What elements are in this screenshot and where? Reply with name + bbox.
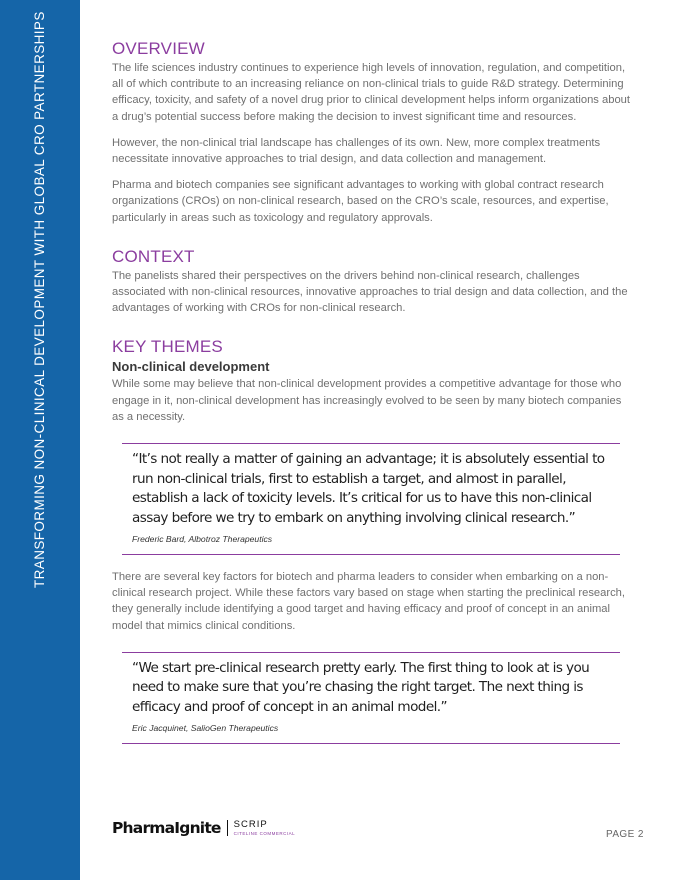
scrip-logo [234, 820, 296, 836]
overview-paragraph-1: The life sciences industry continues to experience high levels of innovation, regulation, and competition, all of which contribute to an increasing reliance on non-clinical trials to guide R&D strategy. Determining efficacy, toxicity, and safety of a novel drug prior to clinical development helps inform organizations about a drug’s potential success before making the decision to invest significant time and resources. [112, 62, 631, 123]
overview-paragraph-3: Pharma and biotech companies see significant advantages to working with global contract research organizations (CROs) on non-clinical research, based on the CRO’s scale, resources, and expertise, particularly in areas such as toxicology and regulatory approvals. [112, 179, 609, 224]
pull-quote-1 [122, 443, 620, 555]
quote-1-attribution: Frederic Bard, Albotroz Therapeutics [132, 534, 273, 545]
key-themes-heading: KEY THEMES [112, 337, 223, 357]
sidebar-title: TRANSFORMING NON-CLINICAL DEVELOPMENT WITH GLOBAL CRO PARTNERSHIPS [32, 11, 47, 588]
quote-2-attribution: Eric Jacquinet, SalioGen Therapeutics [132, 723, 279, 734]
overview-paragraph-2: However, the non-clinical trial landscape has challenges of its own. New, more complex treatments necessitate innovative approaches to trial design, and data collection and management. [112, 136, 601, 166]
context-paragraph: The panelists shared their perspectives on the drivers behind non-clinical research, challenges associated with non-clinical resources, innovative approaches to trial design and data collection, and the advantages of working with CROs for non-clinical research. [112, 269, 628, 315]
page-number: PAGE 2 [606, 829, 644, 840]
overview-heading: OVERVIEW [112, 39, 205, 58]
scrip-subtitle: CITELINE COMMERCIAL [233, 830, 296, 836]
main-content [112, 38, 636, 744]
logo-divider [227, 820, 228, 836]
scrip-wordmark: SCRIP [233, 819, 268, 830]
non-clinical-subheading: Non-clinical development [112, 359, 270, 375]
key-themes-paragraph-2: There are several key factors for biotech and pharma leaders to consider when embarking on a non-clinical research project. While these factors vary based on stage when starting the preclinical research, they generally include identifying a good target and having efficacy and proof of concept in an animal model that mimics clinical conditions. [112, 571, 626, 632]
sidebar-band [0, 0, 80, 880]
logo-wordmark: PharmaIgnite [112, 819, 221, 837]
pharma-ignite-logo [112, 819, 295, 837]
quote-2-text: “We start pre-clinical research pretty early. The first thing to look at is you need to make sure that you’re chasing the right target. The next thing is efficacy and proof of concept in an animal model.” [132, 659, 590, 715]
context-heading: CONTEXT [112, 246, 195, 266]
pull-quote-2 [122, 652, 620, 745]
quote-1-text: “It’s not really a matter of gaining an advantage; it is absolutely essential to run non-clinical trials, first to establish a target, and almost in parallel, establish a lack of toxicity levels. It’s critical for us to have this non-clinical assay before we try to embark on anything involving clinical research.” [132, 451, 605, 526]
key-themes-paragraph-1: While some may believe that non-clinical development provides a competitive advantage for those who engage in it, non-clinical development has increasingly evolved to be seen by many biotech companies as a necessity. [112, 378, 622, 423]
